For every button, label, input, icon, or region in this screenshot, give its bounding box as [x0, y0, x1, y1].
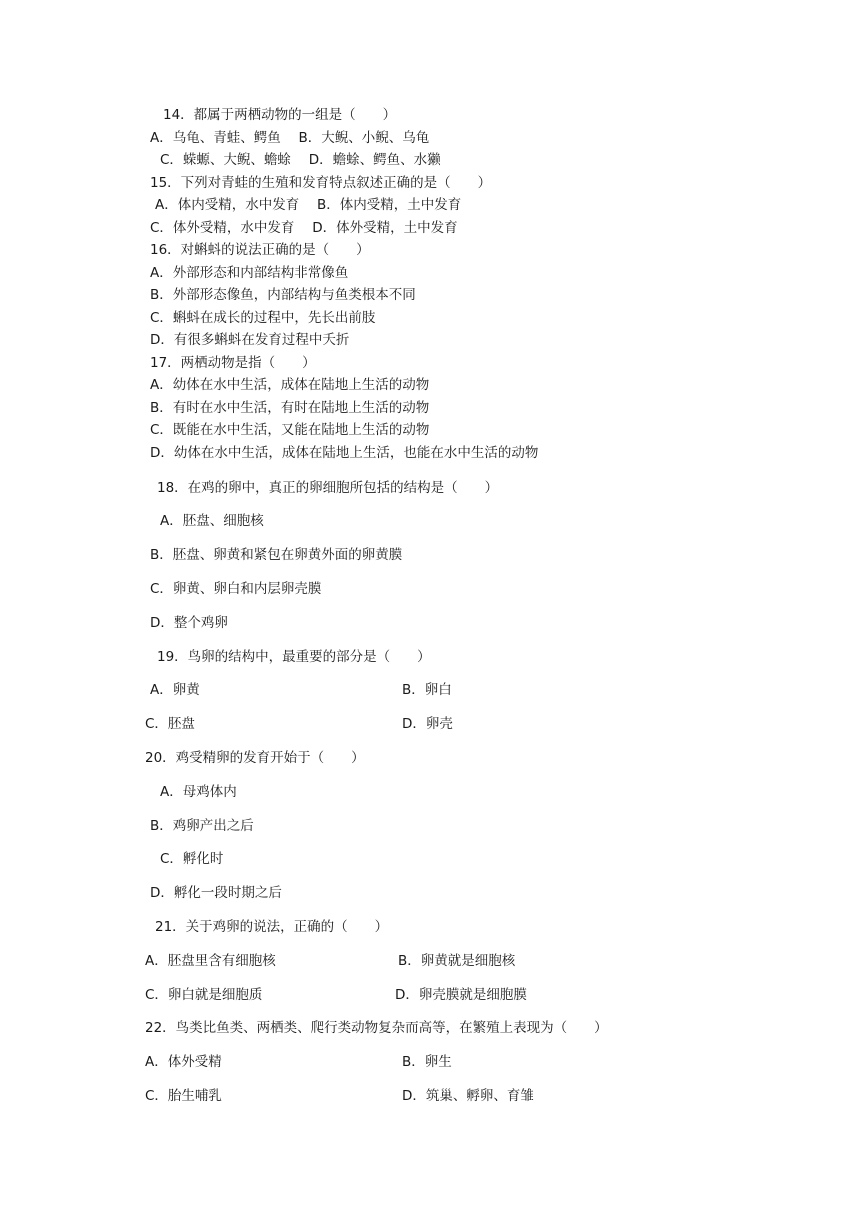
question-22-stem: 22．鸟类比鱼类、两栖类、爬行类动物复杂而高等，在繁殖上表现为（ ）	[145, 1020, 608, 1036]
question-17-option-c: C．既能在水中生活，又能在陆地上生活的动物	[150, 422, 430, 438]
question-16-option-b: B．外部形态像鱼，内部结构与鱼类根本不同	[150, 287, 416, 303]
question-17-option-a: A．幼体在水中生活，成体在陆地上生活的动物	[150, 377, 430, 393]
question-16-option-d: D．有很多蝌蚪在发育过程中夭折	[150, 332, 350, 348]
question-18-option-a: A．胚盘、细胞核	[160, 513, 264, 529]
question-21-option-b: B．卵黄就是细胞核	[398, 953, 516, 969]
question-21-stem: 21．关于鸡卵的说法，正确的（ ）	[155, 919, 389, 935]
question-19-option-a: A．卵黄	[150, 682, 200, 698]
question-22-option-c: C．胎生哺乳	[145, 1088, 222, 1104]
question-17-stem: 17．两栖动物是指（ ）	[150, 355, 316, 371]
question-19-option-c: C．胚盘	[145, 716, 195, 732]
question-17-option-b: B．有时在水中生活，有时在陆地上生活的动物	[150, 400, 430, 416]
question-20-stem: 20．鸡受精卵的发育开始于（ ）	[145, 750, 365, 766]
question-21-option-c: C．卵白就是细胞质	[145, 987, 263, 1003]
question-18-option-b: B．胚盘、卵黄和紧包在卵黄外面的卵黄膜	[150, 547, 403, 563]
question-14-options-row-2: C．蝾螈、大鲵、蟾蜍 D．蟾蜍、鳄鱼、水獭	[160, 152, 441, 168]
question-18-stem: 18．在鸡的卵中，真正的卵细胞所包括的结构是（ ）	[157, 480, 499, 496]
question-22-option-d: D．筑巢、孵卵、育雏	[402, 1088, 534, 1104]
question-21-option-a: A．胚盘里含有细胞核	[145, 953, 276, 969]
question-16-option-c: C．蝌蚪在成长的过程中，先长出前肢	[150, 310, 376, 326]
question-17-option-d: D．幼体在水中生活，成体在陆地上生活，也能在水中生活的动物	[150, 445, 539, 461]
question-22-option-a: A．体外受精	[145, 1054, 222, 1070]
question-20-option-a: A．母鸡体内	[160, 784, 237, 800]
question-19-option-d: D．卵壳	[402, 716, 453, 732]
question-14-stem: 14．都属于两栖动物的一组是（ ）	[163, 107, 397, 123]
question-16-option-a: A．外部形态和内部结构非常像鱼	[150, 265, 349, 281]
question-21-option-d: D．卵壳膜就是细胞膜	[395, 987, 527, 1003]
question-15-options-row-1: A．体内受精，水中发育 B．体内受精，土中发育	[155, 197, 462, 213]
question-18-option-c: C．卵黄、卵白和内层卵壳膜	[150, 581, 322, 597]
question-18-option-d: D．整个鸡卵	[150, 615, 228, 631]
question-20-option-c: C．孵化时	[160, 851, 224, 867]
question-20-option-b: B．鸡卵产出之后	[150, 818, 254, 834]
question-19-option-b: B．卵白	[402, 682, 452, 698]
question-22-option-b: B．卵生	[402, 1054, 452, 1070]
question-14-options-row-1: A．乌龟、青蛙、鳄鱼 B．大鲵、小鲵、乌龟	[150, 130, 430, 146]
question-16-stem: 16．对蝌蚪的说法正确的是（ ）	[150, 242, 370, 258]
question-15-stem: 15．下列对青蛙的生殖和发育特点叙述正确的是（ ）	[150, 175, 492, 191]
question-15-options-row-2: C．体外受精，水中发育 D．体外受精，土中发育	[150, 220, 458, 236]
question-20-option-d: D．孵化一段时期之后	[150, 885, 282, 901]
question-19-stem: 19．鸟卵的结构中，最重要的部分是（ ）	[157, 649, 431, 665]
